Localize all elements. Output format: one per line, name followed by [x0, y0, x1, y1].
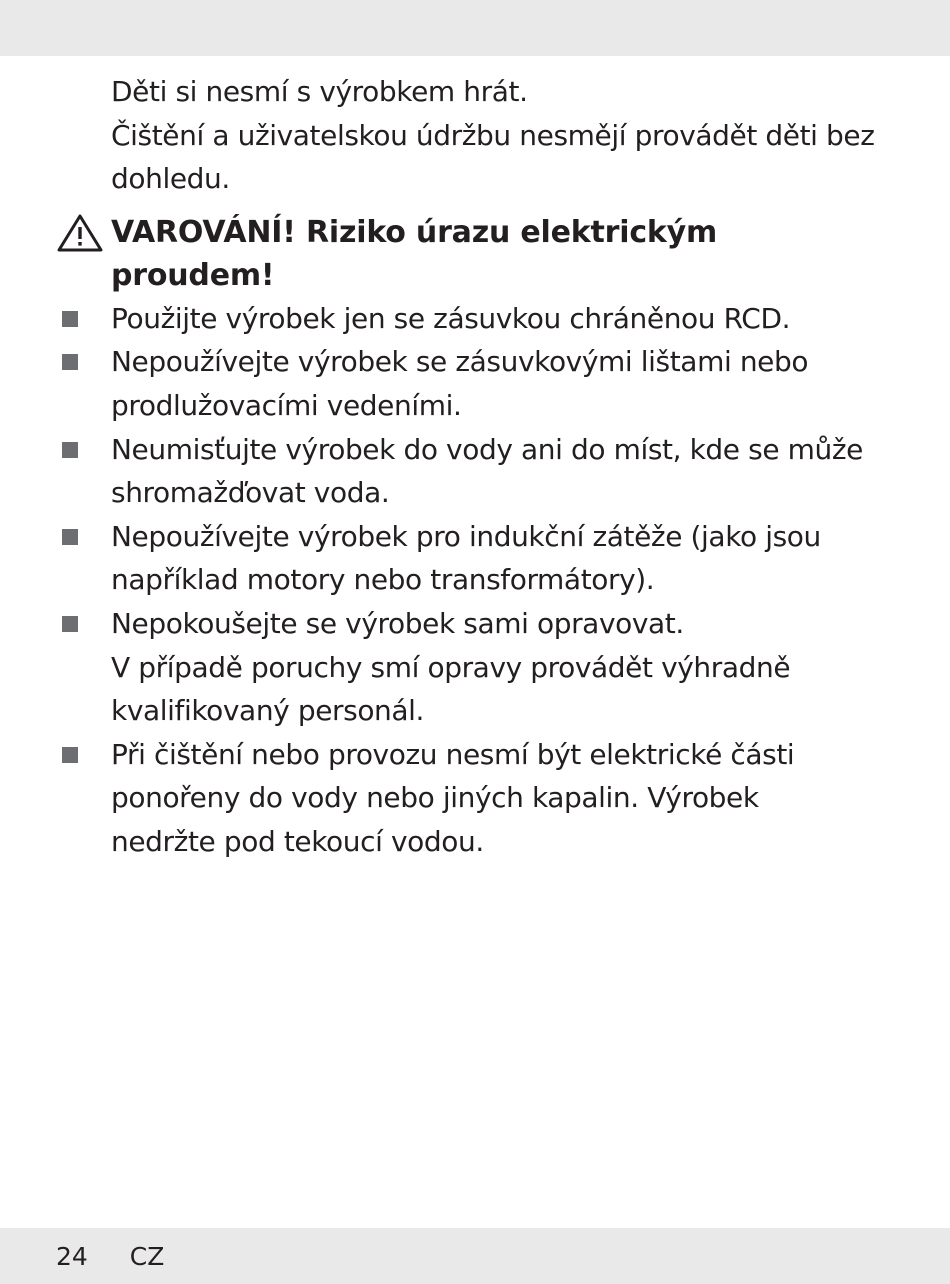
list-item: [56, 297, 886, 341]
warning-triangle-icon: [56, 213, 104, 253]
language-code: CZ: [129, 1242, 165, 1271]
list-item-line: shromažďovat voda.: [111, 476, 390, 510]
warning-line-1: VAROVÁNÍ! Riziko úrazu elektrickým: [111, 214, 718, 250]
list-item-line: Použijte výrobek jen se zásuvkou chráněnou RCD.: [111, 301, 791, 335]
list-item-line: prodlužovacími vedeními.: [111, 388, 462, 422]
intro-line-2: Čištění a uživatelskou údržbu nesmějí provádět děti bez: [111, 118, 875, 152]
list-item-line: V případě poruchy smí opravy provádět výhradně: [111, 650, 791, 684]
page-number: 24: [56, 1242, 88, 1271]
list-item: [56, 340, 886, 427]
intro-line-1: Děti si nesmí s výrobkem hrát.: [111, 75, 528, 108]
list-item: [56, 428, 886, 515]
bullet-square-icon: [62, 529, 78, 545]
list-item-line: Nepoužívejte výrobek pro indukční zátěže (jako jsou: [111, 519, 821, 553]
warning-line-2: proudem!: [111, 257, 275, 293]
bullet-square-icon: [62, 442, 78, 458]
warning-heading: [56, 211, 886, 297]
list-item-line: Nepoužívejte výrobek se zásuvkovými lištami nebo: [111, 345, 809, 379]
list-item: [56, 515, 886, 602]
bullet-square-icon: [62, 311, 78, 327]
list-item-line: kvalifikovaný personál.: [111, 694, 425, 728]
bullet-square-icon: [62, 747, 78, 763]
bullet-square-icon: [62, 354, 78, 370]
page-content: [56, 70, 886, 864]
bullet-square-icon: [62, 616, 78, 632]
list-item-line: například motory nebo transformátory).: [111, 563, 655, 597]
header-band: [0, 0, 950, 56]
list-item-line: Při čištění nebo provozu nesmí být elektrické části: [111, 737, 795, 771]
list-item-line: Neumisťujte výrobek do vody ani do míst, kde se může: [111, 432, 863, 466]
list-item-line: ponořeny do vody nebo jiných kapalin. Výrobek: [111, 781, 759, 815]
intro-line-3: dohledu.: [111, 162, 230, 196]
page-footer: [56, 1240, 164, 1274]
list-item-line: Nepokoušejte se výrobek sami opravovat.: [111, 606, 684, 640]
list-item: [56, 733, 886, 864]
list-item-line: nedržte pod tekoucí vodou.: [111, 824, 484, 858]
list-item: [56, 602, 886, 733]
